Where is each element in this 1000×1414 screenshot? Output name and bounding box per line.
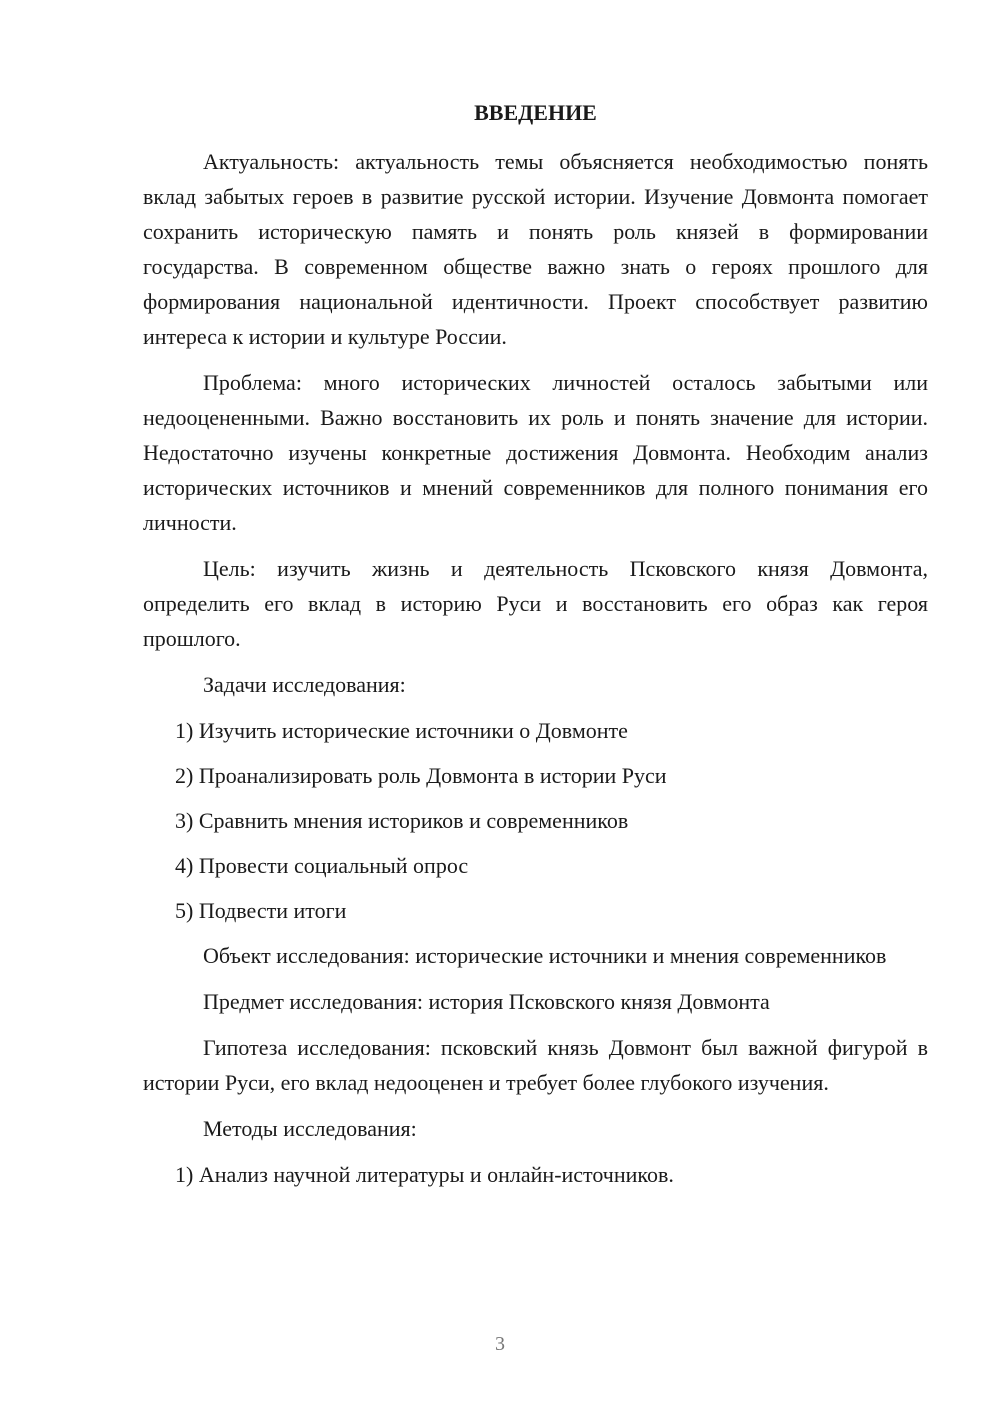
problem-paragraph: Проблема: много исторических личностей осталось забытыми или недооцененными. Важно восстановить их роль и понять значение для истории. Недостаточно изучены конкретные достижения Довмонта. Необходим анализ исторических источников и мнений современников для полного понимания его личности. [143, 370, 928, 535]
page-number: 3 [495, 1333, 505, 1355]
goal-paragraph: Цель: изучить жизнь и деятельность Псковского князя Довмонта, определить его вклад в историю Руси и восстановить его образ как героя прошлого. [143, 556, 928, 651]
method-item: 1) Анализ научной литературы и онлайн-источников. [175, 1162, 674, 1187]
object-paragraph: Объект исследования: исторические источники и мнения современников [203, 943, 887, 968]
task-item: 2) Проанализировать роль Довмонта в истории Руси [175, 763, 667, 788]
tasks-heading: Задачи исследования: [203, 672, 406, 697]
section-title: ВВЕДЕНИЕ [474, 100, 597, 125]
document-page [143, 95, 928, 1202]
relevance-paragraph: Актуальность: актуальность темы объясняется необходимостью понять вклад забытых героев в развитие русской истории. Изучение Довмонта помогает сохранить историческую память и понять роль князей в формировании государства. В современном обществе важно знать о героях прошлого для формирования национальной идентичности. Проект способствует развитию интереса к истории и культуре России. [143, 149, 928, 349]
task-item: 3) Сравнить мнения историков и современников [175, 808, 629, 833]
subject-paragraph: Предмет исследования: история Псковского князя Довмонта [203, 989, 770, 1014]
hypothesis-paragraph: Гипотеза исследования: псковский князь Довмонт был важной фигурой в истории Руси, его вклад недооценен и требует более глубокого изучения. [143, 1035, 928, 1095]
task-item: 4) Провести социальный опрос [175, 853, 469, 878]
methods-heading: Методы исследования: [203, 1116, 417, 1141]
task-item: 5) Подвести итоги [175, 898, 347, 923]
task-item: 1) Изучить исторические источники о Довмонте [175, 718, 628, 743]
